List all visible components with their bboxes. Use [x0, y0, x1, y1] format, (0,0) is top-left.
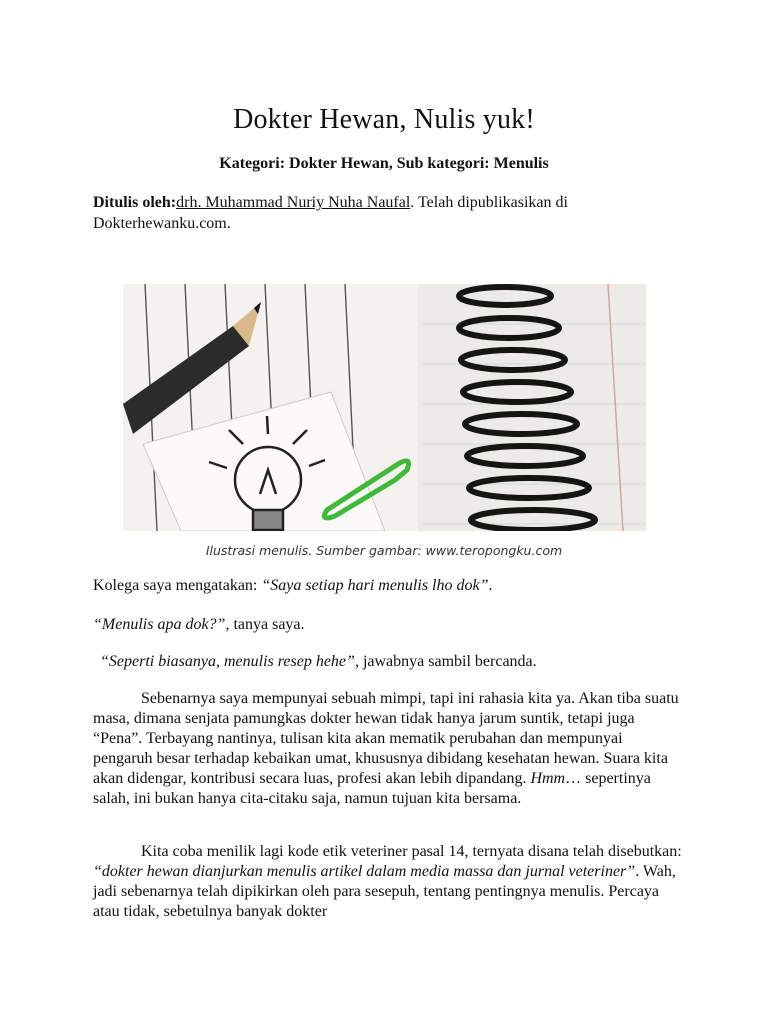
byline-label: Ditulis oleh:: [93, 194, 177, 211]
page-title: Dokter Hewan, Nulis yuk!: [233, 104, 535, 135]
figure-caption: Ilustrasi menulis. Sumber gambar: www.teropongku.com: [205, 543, 563, 558]
author-link[interactable]: drh. Muhammad Nuriy Nuha Naufal: [176, 194, 411, 211]
p5-quote: “dokter hewan dianjurkan menulis artikel dalam media massa dan jurnal veteriner”: [93, 863, 636, 880]
paragraph-1: [93, 576, 683, 596]
p3-quote: “Seperti biasanya, menulis resep hehe”: [100, 653, 355, 670]
paragraph-5: [93, 842, 683, 922]
paragraph-3: [100, 652, 690, 672]
p5-text-b: . Wah, jadi sebenarnya telah dipikirkan oleh para sesepuh, tentang pentingnya menulis. Percaya atau tidak, sebetulnya banyak dokter: [93, 863, 676, 920]
p2-tail: , tanya saya.: [225, 616, 305, 633]
p4-emphasis: Hmm: [530, 770, 566, 787]
p1-quote: “Saya setiap hari menulis lho dok”: [261, 577, 489, 594]
p1-lead: Kolega saya mengatakan:: [93, 577, 262, 594]
p4-text-a: Sebenarnya saya mempunyai sebuah mimpi, tapi ini rahasia kita ya. Akan tiba suatu masa, dimana senjata pamungkas dokter hewan tidak hanya jarum suntik, tetapi juga “Pena”. Terbayang nantinya, tulisan kita akan mematik perubahan dan mempunyai pengaruh besar terhadap kebaikan umat, khususnya dibidang kesehatan hewan. Suara kita akan didengar, kontribusi secara luas, profesi akan lebih dipandang.: [93, 690, 679, 787]
p2-quote: “Menulis apa dok?”: [93, 616, 226, 633]
p3-tail: , jawabnya sambil bercanda.: [354, 653, 537, 670]
category-line: Kategori: Dokter Hewan, Sub kategori: Menulis: [219, 155, 549, 172]
illustration-image: [123, 284, 646, 531]
byline: [93, 192, 693, 234]
p5-text-a: Kita coba menilik lagi kode etik veteriner pasal 14, ternyata disana telah disebutkan:: [141, 843, 682, 860]
paragraph-2: [93, 615, 683, 635]
writing-illustration: [123, 284, 646, 531]
byline-rest: . Telah dipublikasikan di Dokterhewanku.com.: [93, 194, 568, 232]
paragraph-4: [93, 689, 683, 809]
p4-text-b: … sepertinya salah, ini bukan hanya cita-citaku saja, namun tujuan kita bersama.: [93, 770, 651, 807]
p1-tail: .: [488, 577, 493, 594]
